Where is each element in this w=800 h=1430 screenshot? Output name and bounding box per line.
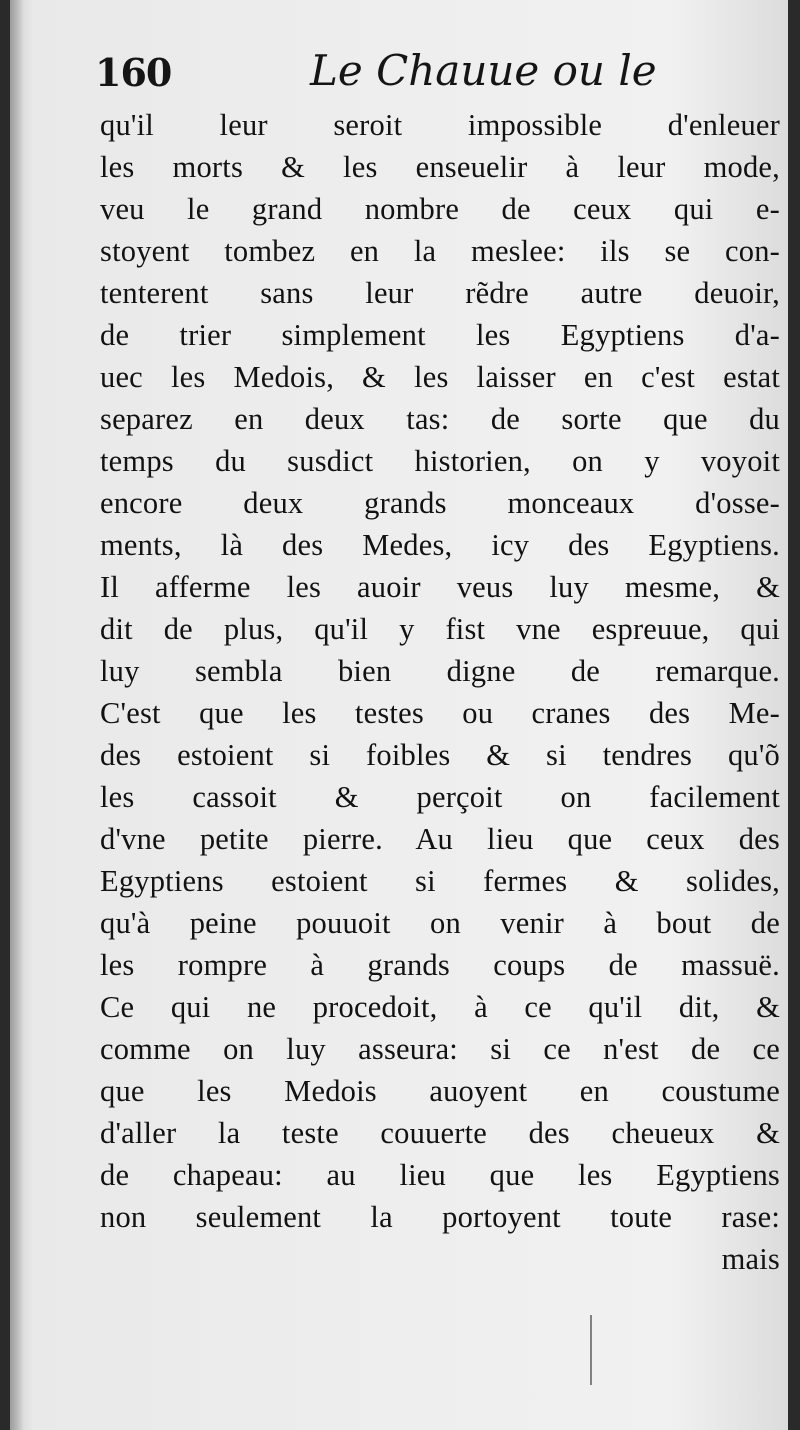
page-header	[95, 46, 775, 104]
text-line: les rompre à grands coups de massuë.	[100, 948, 780, 982]
text-line: Il afferme les auoir veus luy mesme, &	[100, 570, 780, 604]
text-line: d'vne petite pierre. Au lieu que ceux des	[100, 822, 780, 856]
text-line: luy sembla bien digne de remarque.	[100, 654, 780, 688]
book-page	[10, 0, 788, 1430]
text-line: qu'à peine pouuoit on venir à bout de	[100, 906, 780, 940]
text-line: de chapeau: au lieu que les Egyptiens	[100, 1158, 780, 1192]
ink-smudge	[590, 1315, 592, 1385]
text-line: uec les Medois, & les laisser en c'est estat	[100, 360, 780, 394]
text-line: Egyptiens estoient si fermes & solides,	[100, 864, 780, 898]
text-line: ments, là des Medes, icy des Egyptiens.	[100, 528, 780, 562]
text-line: Ce qui ne procedoit, à ce qu'il dit, &	[100, 990, 780, 1024]
running-head: Le Chauue ou le	[310, 46, 657, 95]
text-line: C'est que les testes ou cranes des Me-	[100, 696, 780, 730]
body-text	[100, 104, 780, 1280]
text-line: separez en deux tas: de sorte que du	[100, 402, 780, 436]
text-line: veu le grand nombre de ceux qui e-	[100, 192, 780, 226]
text-line: les cassoit & perçoit on facilement	[100, 780, 780, 814]
page-number: 160	[95, 50, 172, 95]
text-line: stoyent tombez en la meslee: ils se con-	[100, 234, 780, 268]
text-line: qu'il leur seroit impossible d'enleuer	[100, 108, 780, 142]
catchword: mais	[721, 1242, 780, 1276]
text-line: d'aller la teste couuerte des cheueux &	[100, 1116, 780, 1150]
text-line: encore deux grands monceaux d'osse-	[100, 486, 780, 520]
text-line: de trier simplement les Egyptiens d'a-	[100, 318, 780, 352]
text-line: dit de plus, qu'il y fist vne espreuue, qui	[100, 612, 780, 646]
text-line: tenterent sans leur rẽdre autre deuoir,	[100, 276, 780, 310]
text-line: des estoient si foibles & si tendres qu'õ	[100, 738, 780, 772]
text-line: que les Medois auoyent en coustume	[100, 1074, 780, 1108]
text-line: comme on luy asseura: si ce n'est de ce	[100, 1032, 780, 1066]
text-line: non seulement la portoyent toute rase:	[100, 1200, 780, 1234]
text-line: les morts & les enseuelir à leur mode,	[100, 150, 780, 184]
text-line: temps du susdict historien, on y voyoit	[100, 444, 780, 478]
